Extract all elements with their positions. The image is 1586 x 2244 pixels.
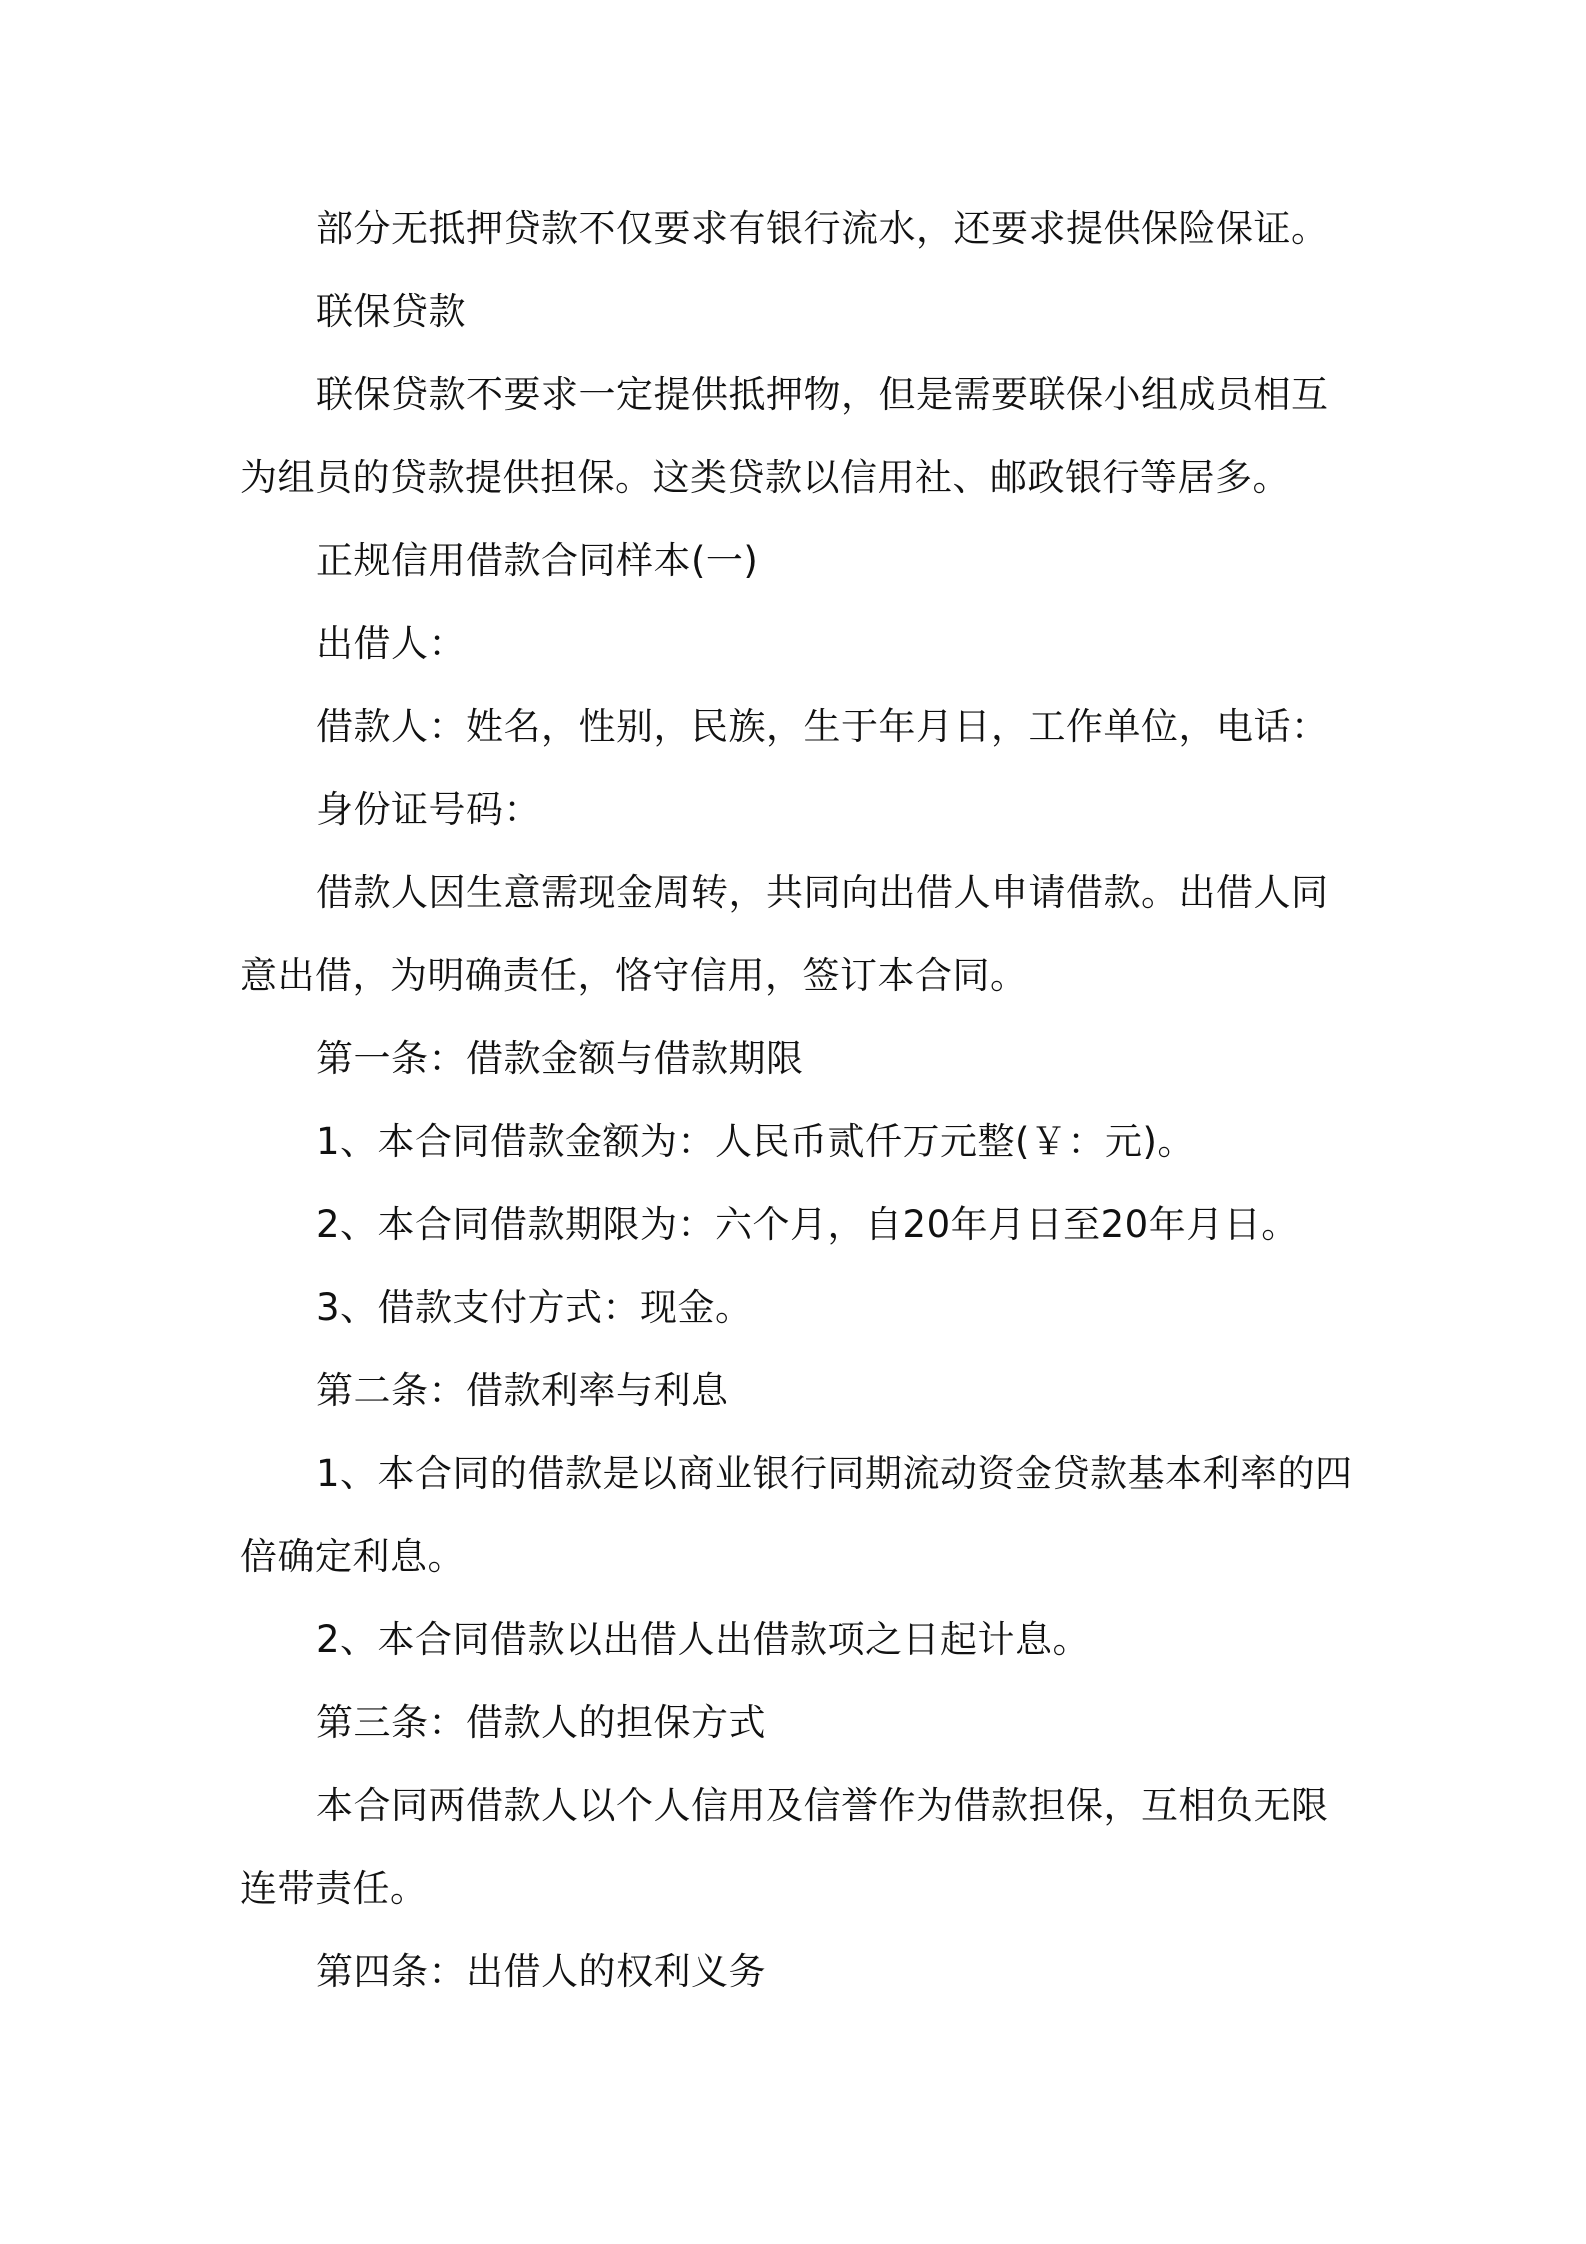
paragraph-6: 借款人：姓名，性别，民族，生于年月日，工作单位，电话： xyxy=(316,705,1329,748)
paragraph-11: 2、本合同借款期限为：六个月，自20年月日至20年月日。 xyxy=(316,1203,1299,1246)
paragraph-8: 借款人因生意需现金周转，共同向出借人申请借款。出借人同意出借，为明确责任，恪守信用，签订本合同。 xyxy=(240,871,1329,997)
paragraph-3: 联保贷款不要求一定提供抵押物，但是需要联保小组成员相互为组员的贷款提供担保。这类贷款以信用社、邮政银行等居多。 xyxy=(240,373,1329,499)
paragraph-13: 第二条：借款利率与利息 xyxy=(316,1369,729,1412)
paragraph-10: 1、本合同借款金额为：人民币贰仟万元整(￥：元)。 xyxy=(316,1120,1195,1163)
paragraph-1: 部分无抵押贷款不仅要求有银行流水，还要求提供保险保证。 xyxy=(316,207,1329,250)
paragraph-2: 联保贷款 xyxy=(316,290,466,333)
paragraph-15: 2、本合同借款以出借人出借款项之日起计息。 xyxy=(316,1618,1091,1661)
paragraph-18: 第四条：出借人的权利义务 xyxy=(316,1950,766,1993)
paragraph-7: 身份证号码： xyxy=(316,788,541,831)
paragraph-14: 1、本合同的借款是以商业银行同期流动资金贷款基本利率的四倍确定利息。 xyxy=(240,1452,1353,1578)
paragraph-17: 本合同两借款人以个人信用及信誉作为借款担保，互相负无限连带责任。 xyxy=(240,1784,1329,1910)
paragraph-12: 3、借款支付方式：现金。 xyxy=(316,1286,753,1329)
paragraph-4: 正规信用借款合同样本(一) xyxy=(316,539,759,582)
paragraph-5: 出借人： xyxy=(316,622,466,665)
paragraph-9: 第一条：借款金额与借款期限 xyxy=(316,1037,804,1080)
paragraph-16: 第三条：借款人的担保方式 xyxy=(316,1701,766,1744)
